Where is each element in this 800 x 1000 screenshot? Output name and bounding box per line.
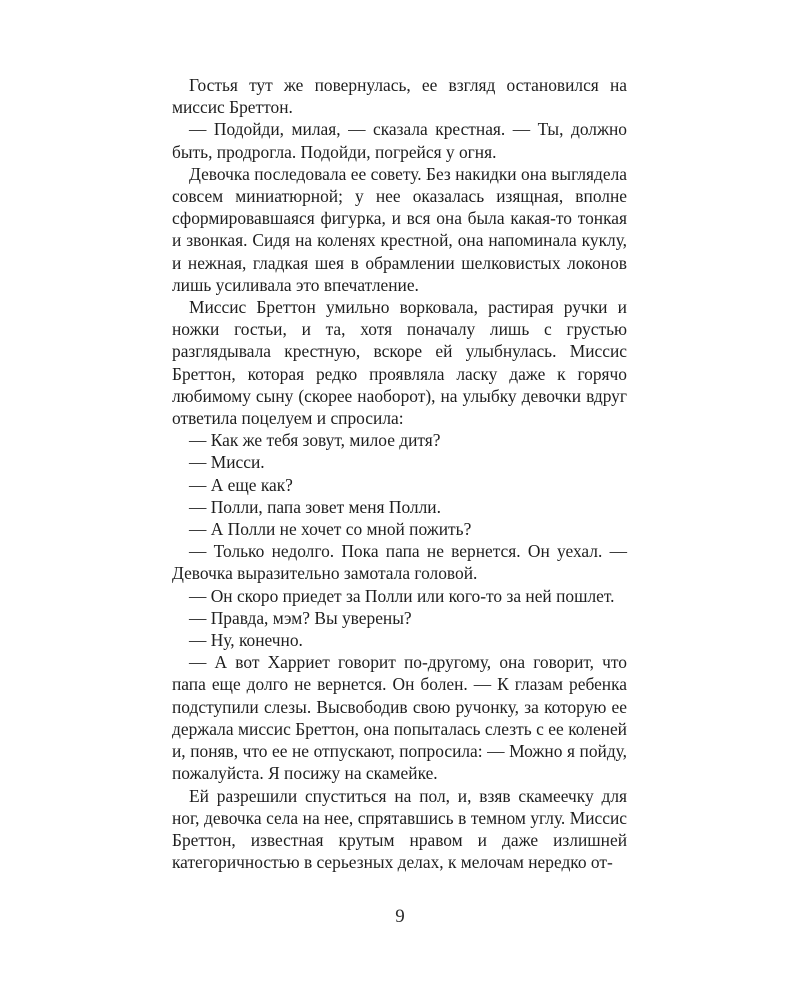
paragraph: Девочка последовала ее совету. Без накидки она выглядела совсем миниатюрной; у нее оказалась изящная, вполне сформировавшаяся фигурка, и вся она была какая-то тонкая и звонкая. Сидя на коленях крестной, она напоминала куклу, и нежная, гладкая шея в обрамлении шелковистых локонов лишь усиливала это впечатление. [172,163,627,295]
paragraph: — Правда, мэм? Вы уверены? [189,607,412,628]
paragraph: — Подойди, милая, — сказала крестная. — Ты, должно быть, продрогла. Подойди, погрейся у огня. [172,119,627,162]
paragraph: Ей разрешили спуститься на пол, и, взяв скамеечку для ног, девочка села на нее, спрятавшись в темном углу. Миссис Бреттон, известная крутым нравом и даже излишней категоричностью в серьезных делах, к мелочам нередко от- [172,785,627,873]
paragraph: — Полли, папа зовет меня Полли. [189,496,441,517]
paragraph: — А Полли не хочет со мной пожить? [189,519,472,540]
paragraph: — Ну, конечно. [189,630,303,651]
paragraph: — А вот Харриет говорит по-другому, она говорит, что папа еще долго не вернется. Он болен. — К глазам ребенка подступили слезы. Высвободив свою ручонку, за которую ее держала миссис Бреттон, она попыталась слезть с ее коленей и, поняв, что ее не отпускают, попросила: — Можно я пойду, пожалуйста. Я посижу на скамейке. [172,652,627,784]
paragraph: — Только недолго. Пока папа не вернется. Он уехал. — Девочка выразительно замотала головой. [172,541,627,584]
page-number: 9 [395,906,405,927]
paragraph: — Он скоро приедет за Полли или кого-то за ней пошлет. [189,585,615,606]
paragraph: — А еще как? [189,474,293,495]
page-body-text [172,74,627,873]
paragraph: — Мисси. [189,452,265,473]
paragraph: Гостья тут же повернулась, ее взгляд остановился на миссис Бреттон. [172,75,627,118]
paragraph: — Как же тебя зовут, милое дитя? [189,430,441,451]
paragraph: Миссис Бреттон умильно ворковала, растирая ручки и ножки гостьи, и та, хотя поначалу лишь с грустью разглядывала крестную, вскоре ей улыбнулась. Миссис Бреттон, которая редко проявляла ласку даже к горячо любимому сыну (скорее наоборот), на улыбку девочки вдруг ответила поцелуем и спросила: [172,297,627,429]
